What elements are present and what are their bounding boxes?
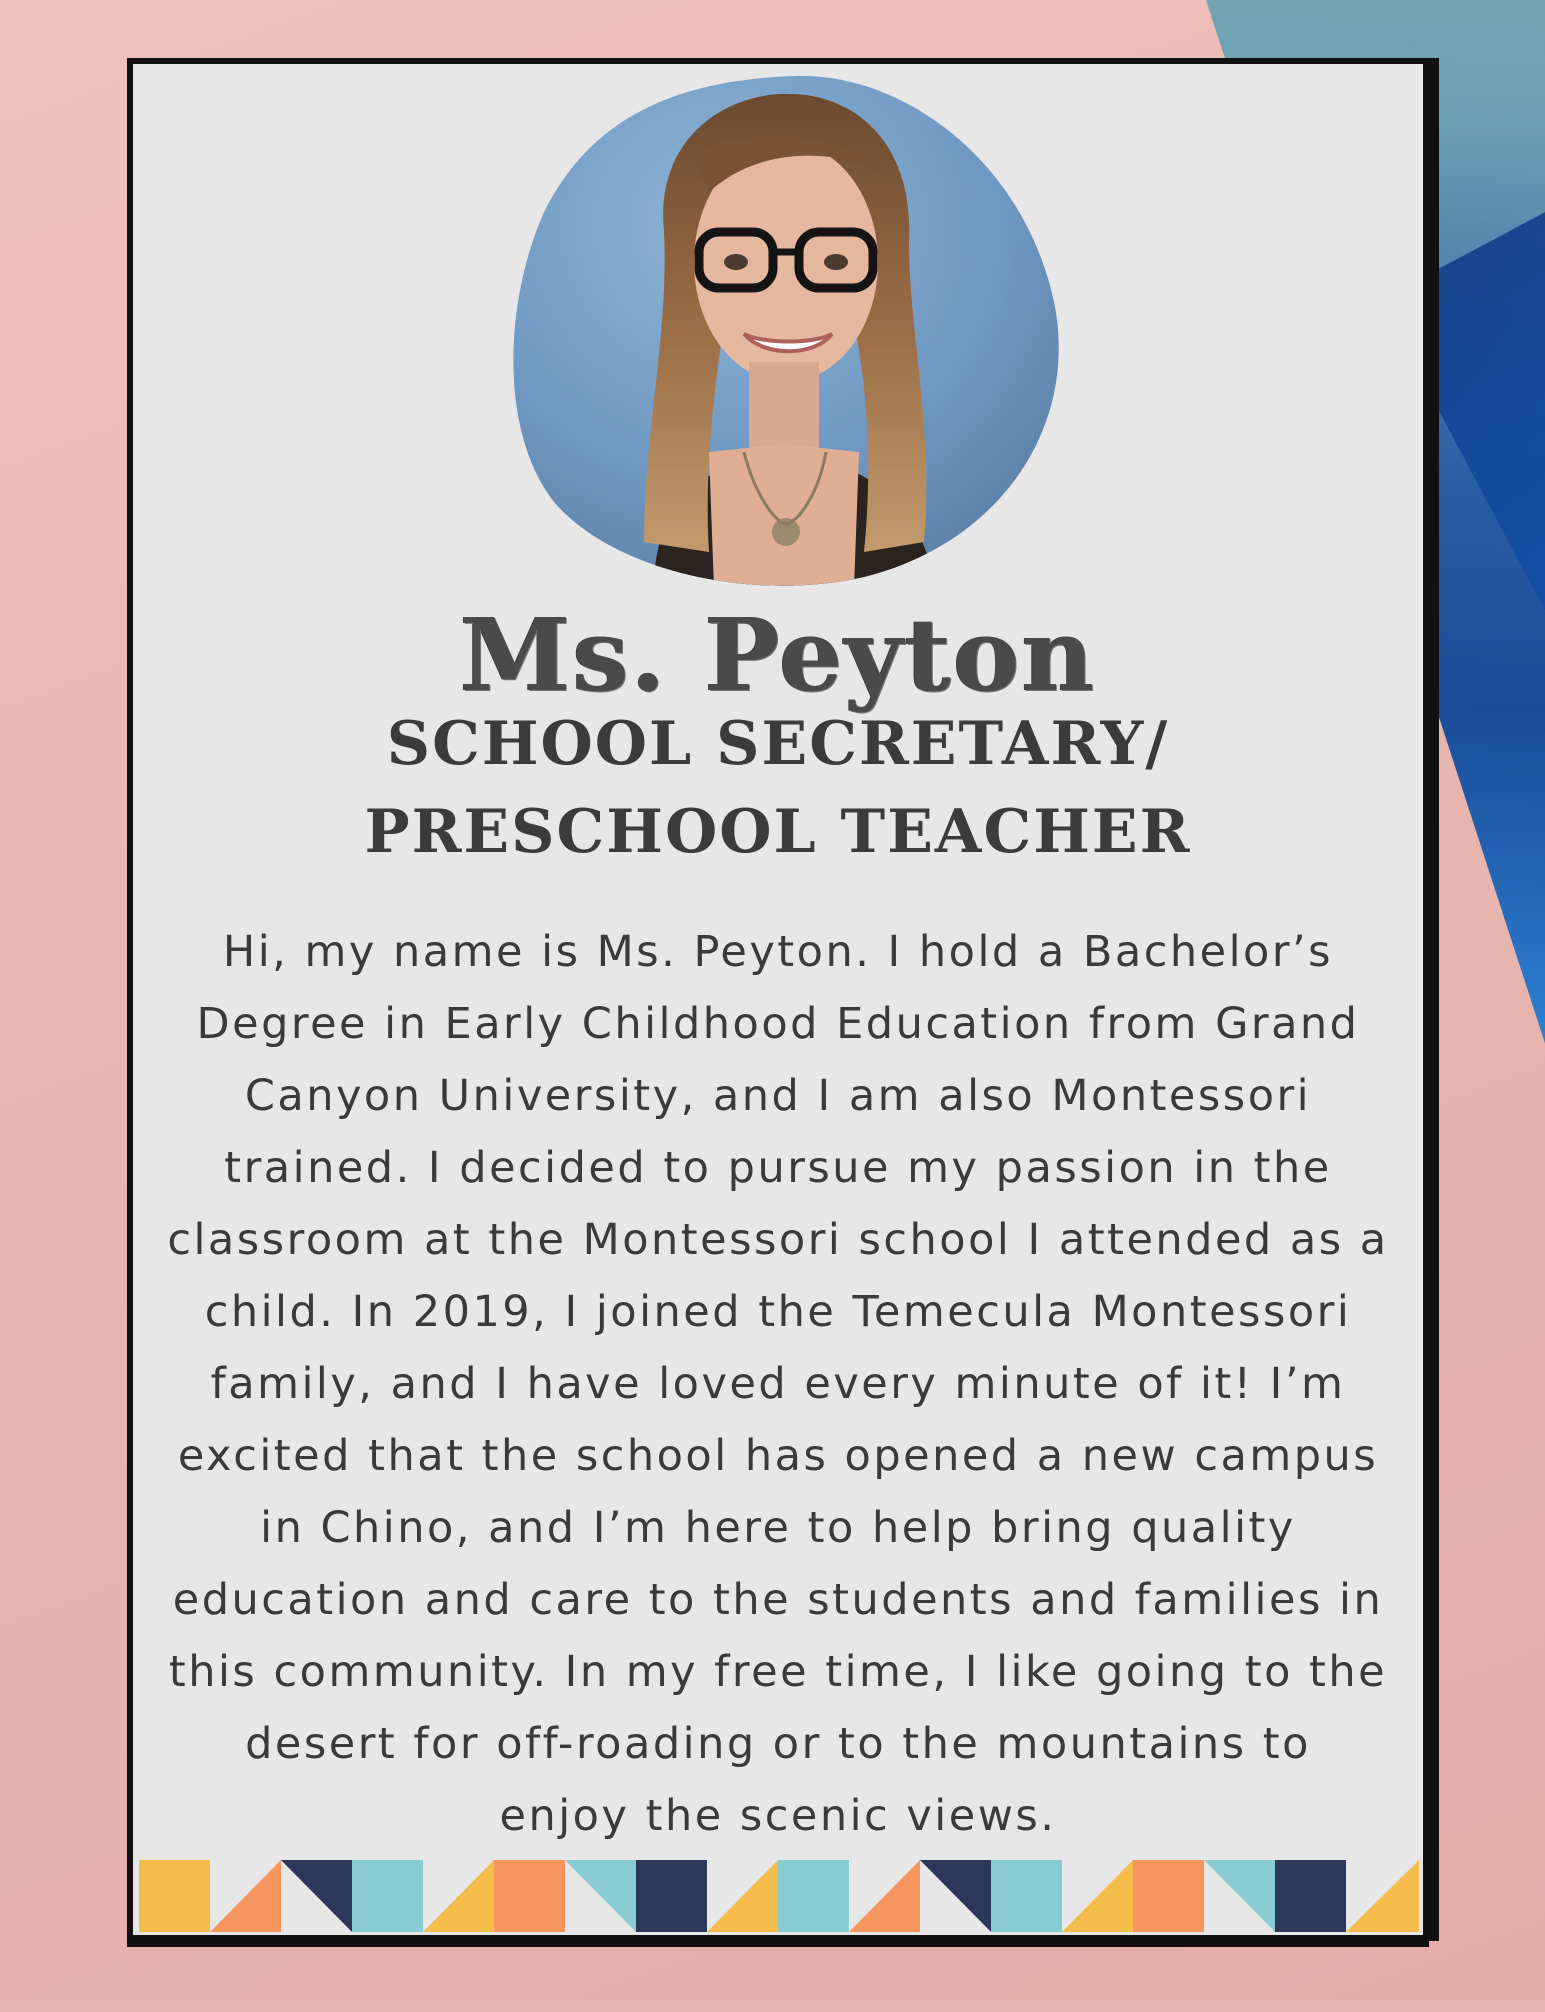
profile-card [127, 58, 1429, 1941]
bio-line: family, and I have loved every minute of it! I’m [210, 1359, 1346, 1409]
pattern-tile [1275, 1860, 1346, 1932]
bio-line: excited that the school has opened a new campus [177, 1431, 1379, 1481]
profile-photo [504, 72, 1064, 588]
pattern-tile [636, 1860, 707, 1932]
pattern-tile [991, 1860, 1062, 1932]
bio-line: Canyon University, and I am also Montessori [244, 1071, 1312, 1121]
pattern-tile [139, 1860, 210, 1932]
job-title-line-2: PRESCHOOL TEACHER [364, 797, 1192, 867]
bio-line: Hi, my name is Ms. Peyton. I hold a Bachelor’s [222, 927, 1334, 977]
bio-line: Degree in Early Childhood Education from Grand [196, 999, 1360, 1049]
biography [157, 916, 1399, 1852]
job-title-line-1: SCHOOL SECRETARY/ [386, 709, 1170, 779]
pattern-tile [778, 1860, 849, 1932]
bio-line: this community. In my free time, I like going to the [168, 1647, 1388, 1697]
bio-line: in Chino, and I’m here to help bring quality [260, 1503, 1296, 1553]
pattern-tile [352, 1860, 423, 1932]
person-name: Ms. Peyton [459, 596, 1097, 714]
bio-line: education and care to the students and families in [172, 1575, 1384, 1625]
pattern-tile [494, 1860, 565, 1932]
geometric-pattern-strip [139, 1860, 1419, 1932]
pattern-tile [1133, 1860, 1204, 1932]
bio-line: classroom at the Montessori school I attended as a [167, 1215, 1389, 1265]
bio-line: trained. I decided to pursue my passion in the [224, 1143, 1332, 1193]
bio-line: child. In 2019, I joined the Temecula Montessori [204, 1287, 1352, 1337]
job-title [133, 700, 1423, 876]
bio-line: desert for off-roading or to the mountains to [245, 1719, 1311, 1769]
bio-line: enjoy the scenic views. [499, 1791, 1057, 1841]
